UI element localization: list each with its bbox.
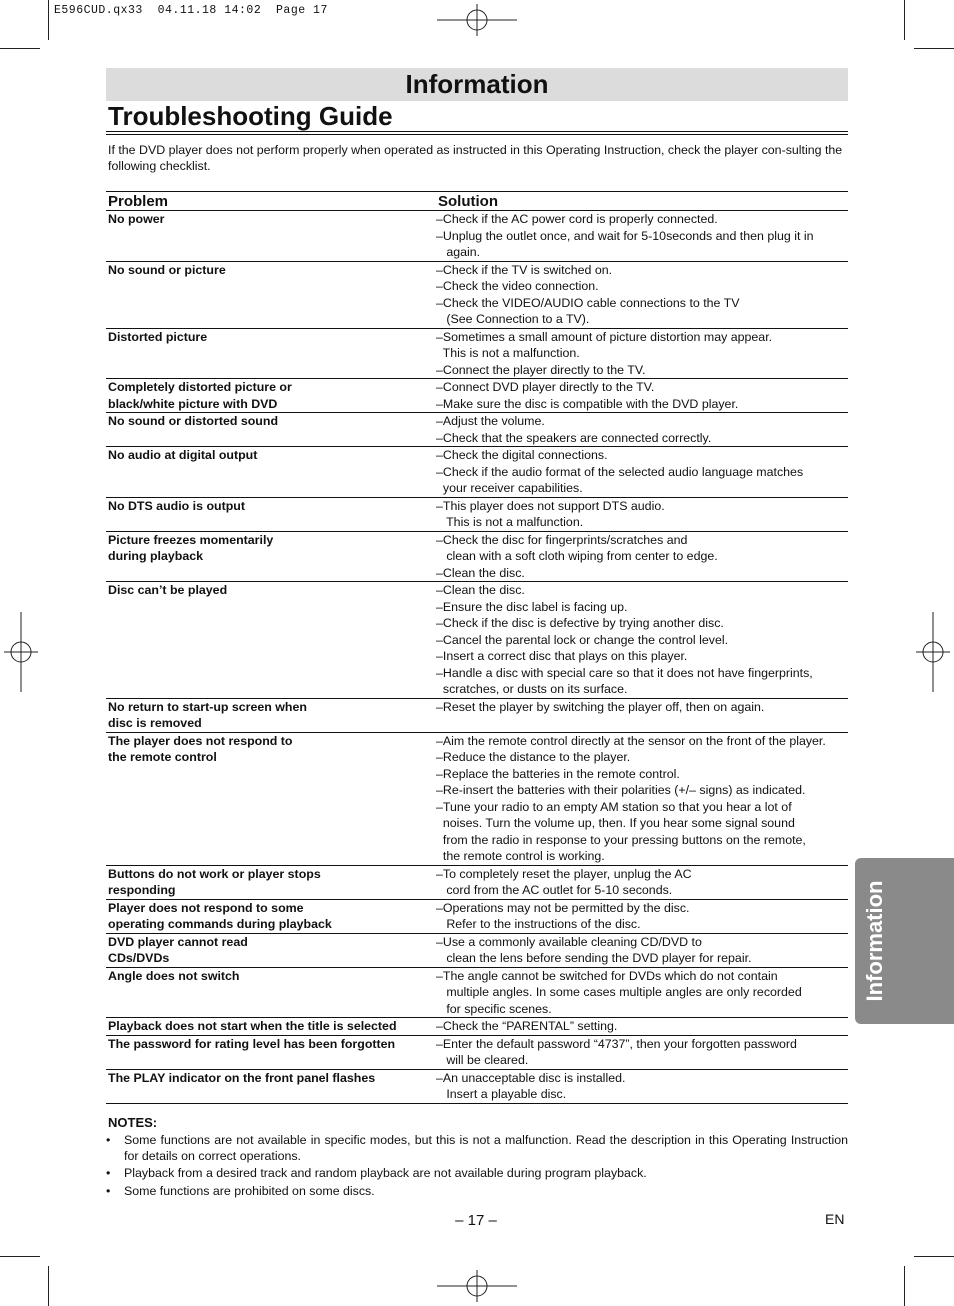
solution-cell xyxy=(436,968,848,1018)
table-row xyxy=(106,582,848,699)
solution-cell xyxy=(436,532,848,582)
table-row xyxy=(106,262,848,329)
problem-line: Playback does not start when the title is selected xyxy=(108,1019,397,1033)
solution-line: –Make sure the disc is compatible with the DVD player. xyxy=(436,396,739,411)
problem-cell xyxy=(106,211,436,261)
problem-cell xyxy=(106,379,436,412)
solution-cell xyxy=(436,211,848,261)
solution-line: –Operations may not be permitted by the disc. xyxy=(436,900,690,915)
solution-line: will be cleared. xyxy=(436,1053,529,1067)
problem-cell xyxy=(106,1018,436,1035)
solution-line: –Check the “PARENTAL” setting. xyxy=(436,1019,618,1033)
table-row xyxy=(106,968,848,1019)
solution-cell xyxy=(436,1018,848,1035)
solution-line: again. xyxy=(436,245,481,259)
problem-line: Completely distorted picture or xyxy=(108,380,292,394)
solution-line: –Check the VIDEO/AUDIO cable connections to the TV xyxy=(436,295,740,310)
language-code: EN xyxy=(825,1211,845,1227)
crop-mark xyxy=(48,0,49,40)
solution-line: –Reduce the distance to the player. xyxy=(436,750,631,764)
solution-cell xyxy=(436,1070,848,1103)
solution-line: –Enter the default password “4737”, then your forgotten password xyxy=(436,1036,797,1051)
side-tab-label-box xyxy=(855,858,895,1024)
solution-line: –Check if the disc is defective by trying another disc. xyxy=(436,616,724,630)
problem-line: DVD player cannot read xyxy=(108,934,248,949)
solution-line: –Adjust the volume. xyxy=(436,414,545,428)
solution-cell xyxy=(436,413,848,446)
table-row xyxy=(106,447,848,498)
problem-line: No sound or distorted sound xyxy=(108,414,279,428)
solution-line: for specific scenes. xyxy=(436,1001,552,1016)
problem-column-header: Problem xyxy=(108,193,169,210)
solution-line: multiple angles. In some cases multiple angles are only recorded xyxy=(436,985,802,999)
solution-line: clean with a soft cloth wiping from center to edge. xyxy=(436,549,718,563)
table-row xyxy=(106,379,848,413)
note-text: Some functions are not available in specific modes, but this is not a malfunction. Read the description in this Operating Instruction for details on correct operations. xyxy=(124,1133,848,1163)
solution-line: –The angle cannot be switched for DVDs which do not contain xyxy=(436,968,778,983)
table-row xyxy=(106,498,848,532)
table-header xyxy=(106,192,848,211)
registration-mark xyxy=(4,612,38,692)
table-row xyxy=(106,866,848,900)
solution-line: –Tune your radio to an empty AM station so that you hear a lot of xyxy=(436,799,792,814)
problem-line: Player does not respond to some xyxy=(108,900,304,915)
solution-line: your receiver capabilities. xyxy=(436,481,583,495)
side-tab-label: Information xyxy=(862,880,887,1002)
table-row xyxy=(106,329,848,380)
solution-cell xyxy=(436,934,848,967)
page-number: – 17 – xyxy=(455,1212,497,1229)
note-text: Playback from a desired track and random playback are not available during program playback. xyxy=(124,1166,647,1180)
solution-line: from the radio in response to your pressing buttons on the remote, xyxy=(436,832,806,847)
solution-line: –Clean the disc. xyxy=(436,583,525,597)
solution-line: –Clean the disc. xyxy=(436,565,525,580)
solution-line: –Ensure the disc label is facing up. xyxy=(436,599,628,614)
problem-cell xyxy=(106,900,436,933)
problem-line: Distorted picture xyxy=(108,329,208,344)
notes-list xyxy=(106,1133,848,1201)
solution-cell xyxy=(436,1036,848,1069)
solution-line: –This player does not support DTS audio. xyxy=(436,498,665,513)
solution-cell xyxy=(436,699,848,732)
problem-cell xyxy=(106,262,436,328)
crop-mark xyxy=(0,1256,40,1257)
problem-cell xyxy=(106,733,436,865)
print-header: E596CUD.qx33 04.11.18 14:02 Page 17 xyxy=(54,4,328,17)
problem-cell xyxy=(106,1070,436,1103)
crop-mark xyxy=(914,1256,954,1257)
problem-cell xyxy=(106,582,436,698)
problem-cell xyxy=(106,1036,436,1069)
problem-cell xyxy=(106,866,436,899)
solution-line: –Handle a disc with special care so that it does not have fingerprints, xyxy=(436,665,813,680)
problem-line: No DTS audio is output xyxy=(108,498,245,513)
solution-line: –Check if the AC power cord is properly connected. xyxy=(436,212,718,226)
note-item xyxy=(106,1133,848,1164)
solution-line: (See Connection to a TV). xyxy=(436,312,590,326)
bullet-icon: • xyxy=(106,1183,111,1198)
table-row xyxy=(106,532,848,583)
problem-cell xyxy=(106,329,436,379)
solution-line: This is not a malfunction. xyxy=(436,515,584,529)
crop-mark xyxy=(0,48,40,49)
crop-mark xyxy=(914,48,954,49)
solution-line: Refer to the instructions of the disc. xyxy=(436,917,641,931)
solution-line: the remote control is working. xyxy=(436,849,605,863)
solution-line: –Sometimes a small amount of picture distortion may appear. xyxy=(436,329,773,344)
solution-line: noises. Turn the volume up, then. If you hear some signal sound xyxy=(436,816,795,830)
problem-cell xyxy=(106,447,436,497)
solution-cell xyxy=(436,582,848,698)
solution-line: clean the lens before sending the DVD player for repair. xyxy=(436,951,752,965)
section-title: Information xyxy=(405,69,549,99)
solution-cell xyxy=(436,866,848,899)
solution-cell xyxy=(436,329,848,379)
table-row xyxy=(106,733,848,866)
notes-heading: NOTES: xyxy=(108,1115,158,1130)
problem-line: Angle does not switch xyxy=(108,968,240,983)
page-title: Troubleshooting Guide xyxy=(108,101,393,131)
table-row xyxy=(106,1070,848,1104)
problem-line: during playback xyxy=(108,549,204,563)
title-rule xyxy=(106,134,848,135)
solution-line: –Unplug the outlet once, and wait for 5-10seconds and then plug it in xyxy=(436,228,814,243)
note-item xyxy=(106,1166,848,1182)
solution-cell xyxy=(436,447,848,497)
solution-line: –Replace the batteries in the remote control. xyxy=(436,766,680,781)
problem-cell xyxy=(106,699,436,732)
solution-line: –To completely reset the player, unplug the AC xyxy=(436,866,692,881)
solution-line: scratches, or dusts on its surface. xyxy=(436,682,628,696)
problem-line: Picture freezes momentarily xyxy=(108,532,274,547)
problem-line: responding xyxy=(108,883,176,897)
problem-cell xyxy=(106,532,436,582)
solution-line: –Connect DVD player directly to the TV. xyxy=(436,380,655,394)
registration-mark xyxy=(437,4,517,36)
solution-line: –Check if the audio format of the selected audio language matches xyxy=(436,464,804,479)
problem-cell xyxy=(106,968,436,1018)
solution-line: Insert a playable disc. xyxy=(436,1087,567,1101)
solution-line: –Re-insert the batteries with their polarities (+/– signs) as indicated. xyxy=(436,783,806,797)
table-row xyxy=(106,934,848,968)
troubleshooting-table xyxy=(106,191,848,1104)
table-row xyxy=(106,1036,848,1070)
problem-line: No power xyxy=(108,212,165,226)
registration-mark xyxy=(916,612,950,692)
solution-line: –Check that the speakers are connected correctly. xyxy=(436,430,712,445)
solution-cell xyxy=(436,379,848,412)
crop-mark xyxy=(48,1266,49,1306)
solution-line: –Check the disc for fingerprints/scratches and xyxy=(436,532,688,547)
problem-line: The password for rating level has been forgotten xyxy=(108,1036,396,1051)
crop-mark xyxy=(904,0,905,40)
table-row xyxy=(106,900,848,934)
solution-line: –An unacceptable disc is installed. xyxy=(436,1070,626,1085)
problem-line: No audio at digital output xyxy=(108,448,258,462)
solution-line: –Aim the remote control directly at the sensor on the front of the player. xyxy=(436,733,826,748)
bullet-icon: • xyxy=(106,1166,111,1180)
problem-line: CDs/DVDs xyxy=(108,951,170,965)
problem-line: No return to start-up screen when xyxy=(108,699,307,714)
problem-line: disc is removed xyxy=(108,716,202,730)
bullet-icon: • xyxy=(106,1133,111,1147)
solution-cell xyxy=(436,733,848,865)
problem-line: The player does not respond to xyxy=(108,733,293,748)
solution-line: –Check the video connection. xyxy=(436,279,599,293)
solution-line: cord from the AC outlet for 5-10 seconds. xyxy=(436,883,673,897)
solution-line: This is not a malfunction. xyxy=(436,346,580,360)
problem-cell xyxy=(106,498,436,531)
solution-line: –Use a commonly available cleaning CD/DVD to xyxy=(436,934,702,949)
intro-paragraph: If the DVD player does not perform properly when operated as instructed in this Operating Instruction, check the player con-sulting the following checklist. xyxy=(108,143,843,173)
problem-line: operating commands during playback xyxy=(108,917,332,931)
note-item xyxy=(106,1184,848,1200)
solution-column-header: Solution xyxy=(438,193,498,210)
problem-line: The PLAY indicator on the front panel flashes xyxy=(108,1070,376,1085)
solution-line: –Connect the player directly to the TV. xyxy=(436,362,646,377)
problem-line: Buttons do not work or player stops xyxy=(108,866,321,881)
problem-cell xyxy=(106,934,436,967)
table-row xyxy=(106,413,848,447)
table-row xyxy=(106,699,848,733)
table-row xyxy=(106,211,848,262)
problem-line: black/white picture with DVD xyxy=(108,396,278,411)
solution-line: –Reset the player by switching the player off, then on again. xyxy=(436,699,765,714)
registration-mark xyxy=(437,1270,517,1302)
problem-line: No sound or picture xyxy=(108,262,226,277)
solution-cell xyxy=(436,900,848,933)
crop-mark xyxy=(904,1266,905,1306)
note-text: Some functions are prohibited on some discs. xyxy=(124,1183,375,1198)
solution-line: –Check the digital connections. xyxy=(436,448,608,462)
solution-line: –Insert a correct disc that plays on this player. xyxy=(436,649,688,663)
table-body xyxy=(106,211,848,1104)
problem-cell xyxy=(106,413,436,446)
table-row xyxy=(106,1018,848,1036)
solution-line: –Cancel the parental lock or change the control level. xyxy=(436,632,729,647)
problem-line: Disc can’t be played xyxy=(108,583,228,597)
solution-cell xyxy=(436,498,848,531)
solution-cell xyxy=(436,262,848,328)
solution-line: –Check if the TV is switched on. xyxy=(436,262,613,277)
problem-line: the remote control xyxy=(108,750,217,764)
title-rule xyxy=(106,131,848,132)
